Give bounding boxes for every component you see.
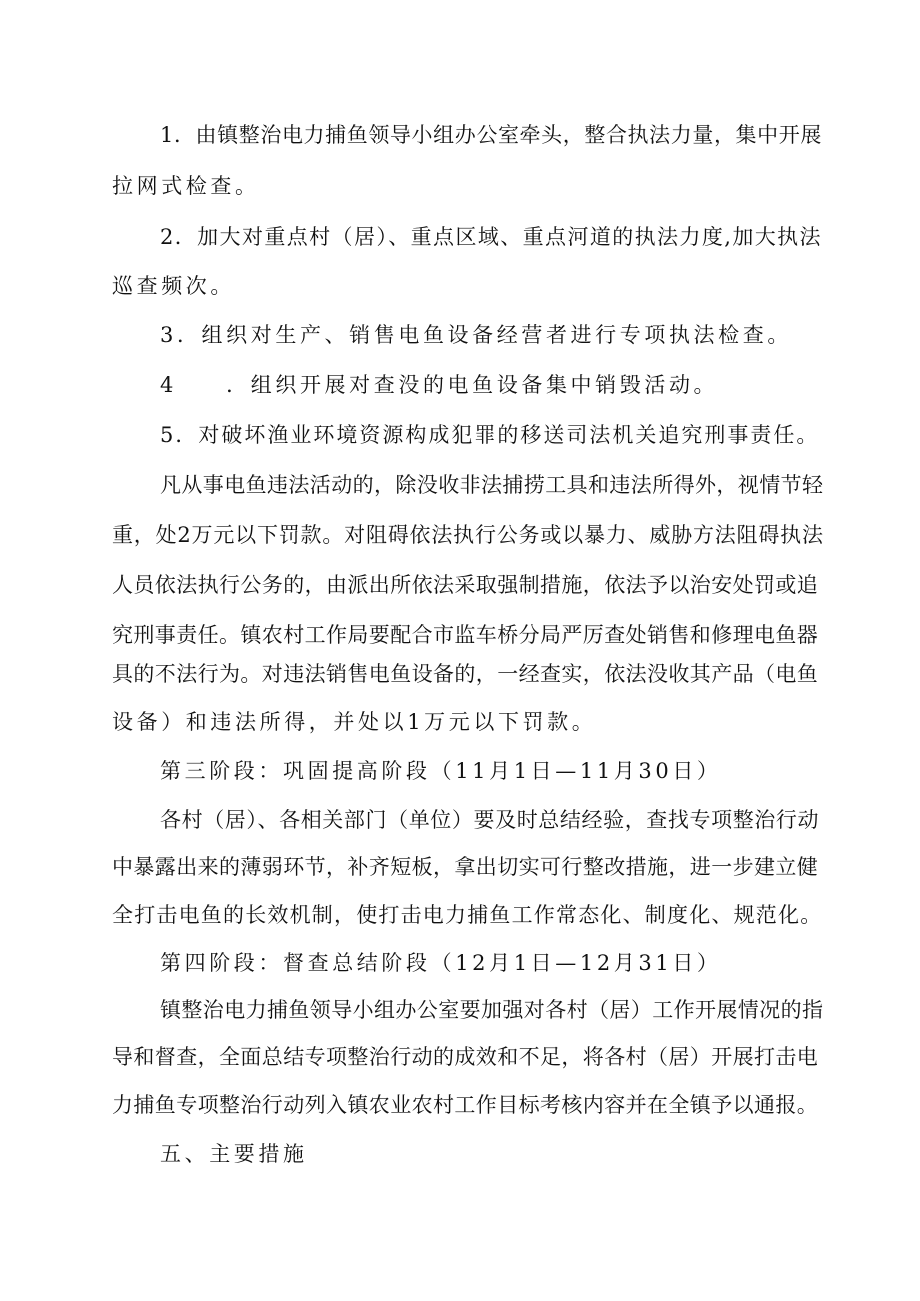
paragraph-4: 4 ．组织开展对查没的电鱼设备集中销毁活动。 [160,373,719,397]
paragraph-6-line-6: 设备）和违法所得，并处以1万元以下罚款。 [112,710,597,734]
paragraph-6-line-5: 具的不法行为。对违法销售电鱼设备的，一经查实，依法没收其产品（电鱼 [112,662,819,686]
paragraph-1-line-2: 拉网式检查。 [112,174,260,198]
paragraph-2-line-2: 巡查频次。 [112,274,235,298]
paragraph-1-line-1: 1．由镇整治电力捕鱼领导小组办公室牵头，整合执法力量，集中开展 [160,123,822,147]
paragraph-8-line-1: 镇整治电力捕鱼领导小组办公室要加强对各村（居）工作开展情况的指 [160,998,824,1022]
paragraph-8-line-2: 导和督查，全面总结专项整治行动的成效和不足，将各村（居）开展打击电 [112,1045,819,1069]
paragraph-7-line-3: 全打击电鱼的长效机制，使打击电力捕鱼工作常态化、制度化、规范化。 [112,903,823,927]
section-5-heading: 五、主要措施 [160,1142,308,1166]
paragraph-6-line-3: 人员依法执行公务的，由派出所依法采取强制措施，依法予以治安处罚或追 [112,573,819,597]
stage-3-heading: 第三阶段：巩固提高阶段（11月1日—11月30日） [160,759,722,783]
paragraph-2-line-1: 2．加大对重点村（居）、重点区域、重点河道的执法力度,加大执法 [160,225,822,249]
paragraph-5: 5．对破坏渔业环境资源构成犯罪的移送司法机关追究刑事责任。 [160,423,820,447]
paragraph-7-line-1: 各村（居）、各相关部门（单位）要及时总结经验，查找专项整治行动 [160,808,820,832]
stage-4-heading: 第四阶段：督查总结阶段（12月1日—12月31日） [160,951,722,975]
paragraph-3: 3．组织对生产、销售电鱼设备经营者进行专项执法检查。 [160,323,792,347]
paragraph-7-line-2: 中暴露出来的薄弱环节，补齐短板，拿出切实可行整改措施，进一步建立健 [112,855,819,879]
paragraph-6-line-2: 重，处2万元以下罚款。对阻碍依法执行公务或以暴力、威胁方法阻碍执法 [112,523,824,547]
paragraph-8-line-3: 力捕鱼专项整治行动列入镇农业农村工作目标考核内容并在全镇予以通报。 [112,1093,819,1117]
paragraph-6-line-1: 凡从事电鱼违法活动的，除没收非法捕捞工具和违法所得外，视情节轻 [160,473,824,497]
paragraph-6-line-4: 究刑事责任。镇农村工作局要配合市监车桥分局严厉查处销售和修理电鱼器 [112,623,819,647]
